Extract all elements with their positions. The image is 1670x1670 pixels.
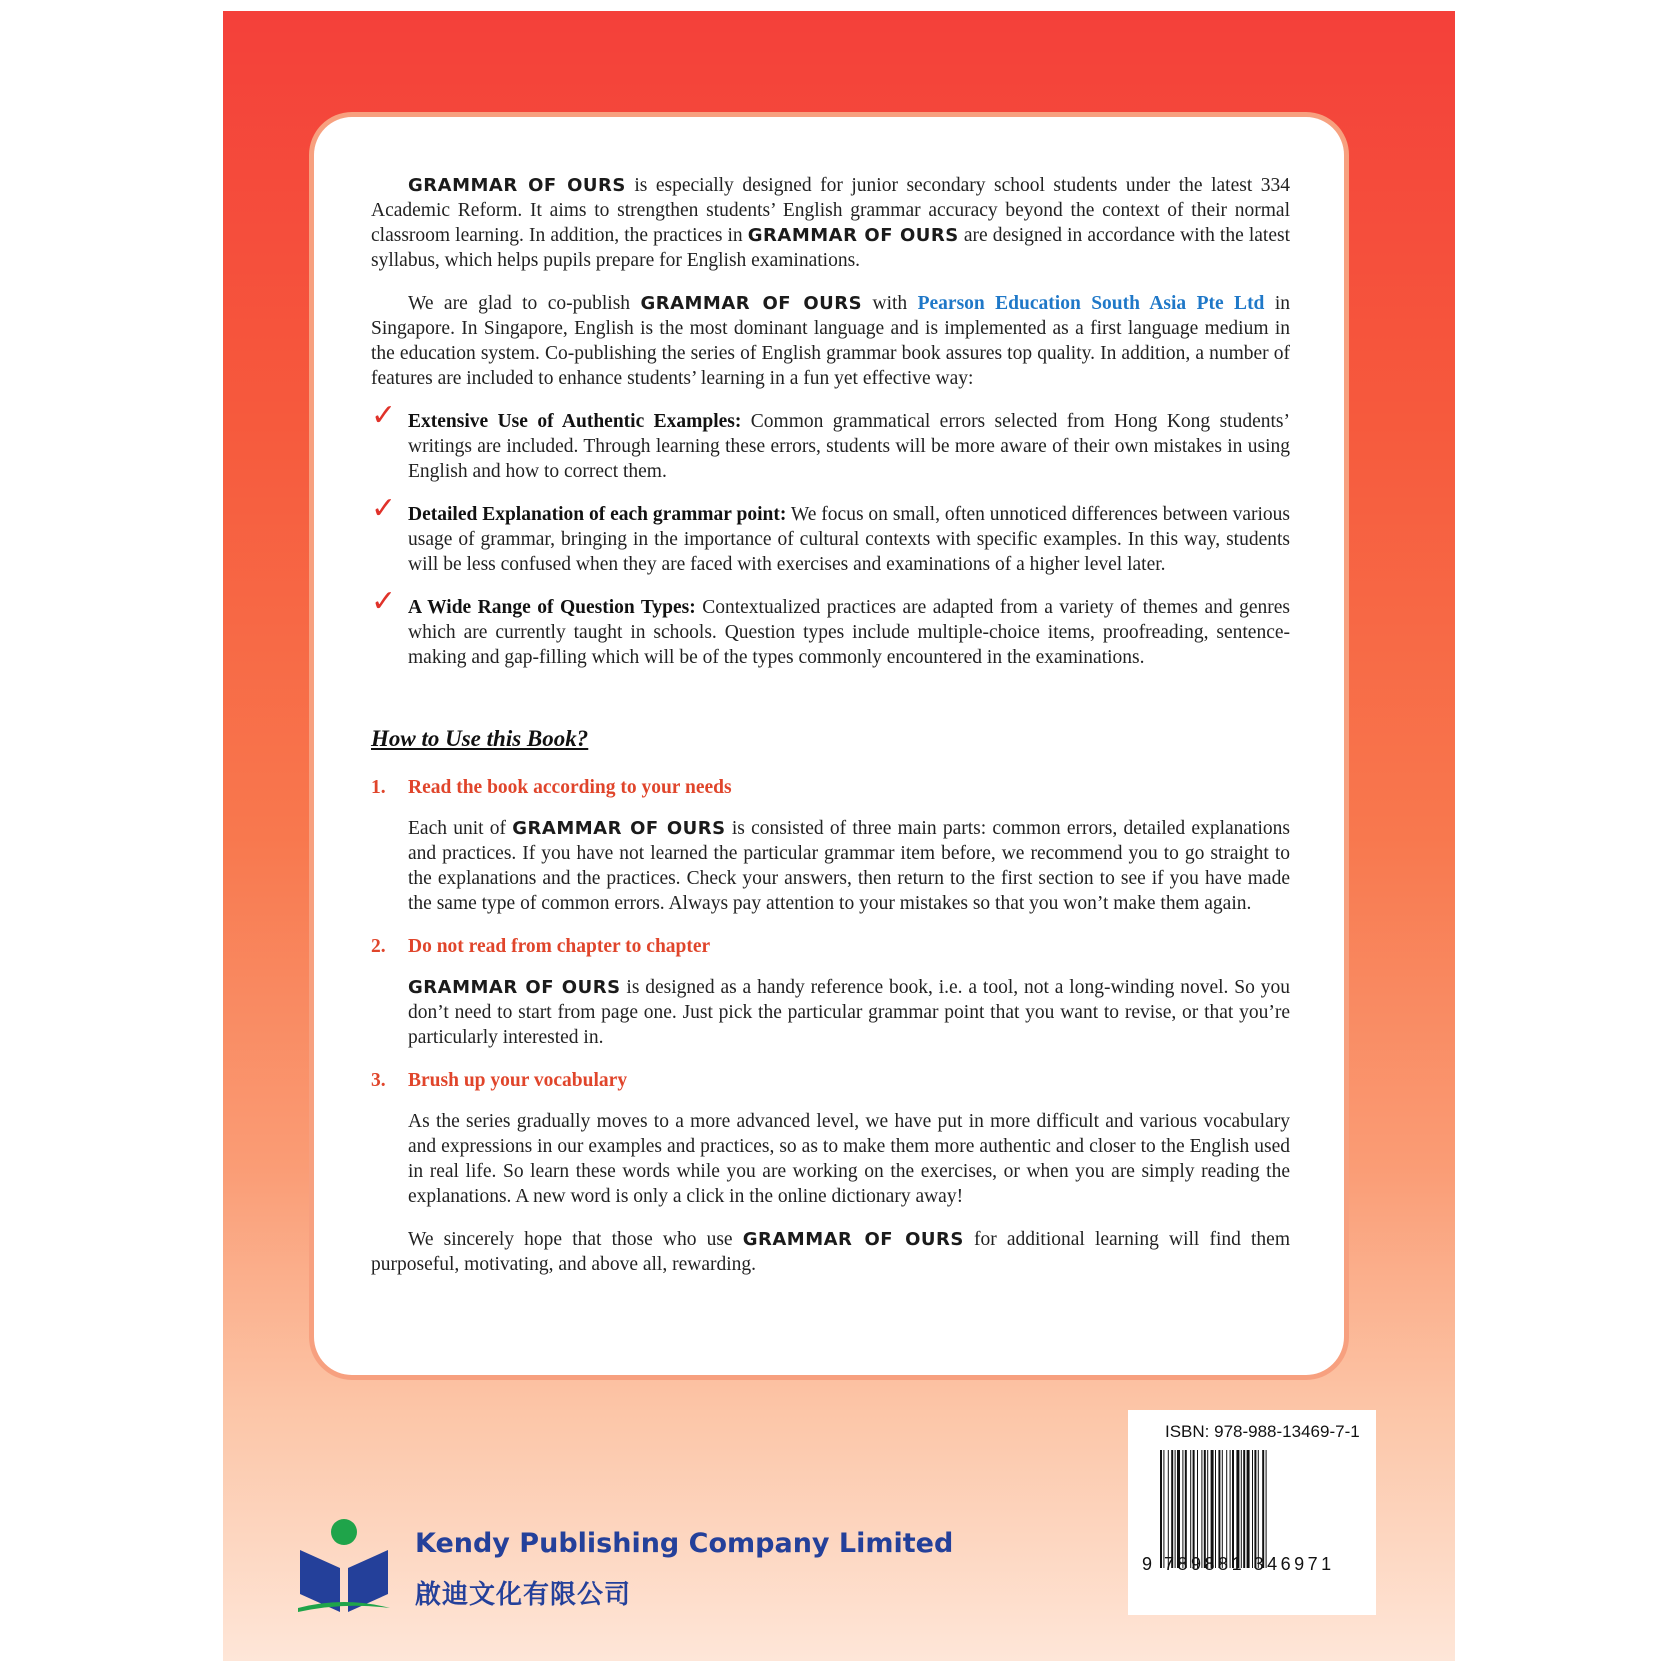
- barcode-bar: [1230, 1450, 1231, 1568]
- step-body: [371, 975, 1290, 1050]
- barcode-bar: [1160, 1450, 1162, 1568]
- barcode-bar: [1266, 1450, 1267, 1568]
- barcode-bar: [1243, 1450, 1245, 1568]
- barcode-bar: [1236, 1450, 1239, 1568]
- closing-paragraph: [371, 1227, 1290, 1277]
- barcode-icon: [1158, 1450, 1348, 1568]
- intro-paragraph-1: [371, 173, 1290, 273]
- check-icon: ✓: [371, 398, 397, 433]
- intro-text: with: [862, 293, 918, 314]
- barcode-bar: [1211, 1450, 1214, 1568]
- partner-name: Pearson Education South Asia Pte Ltd: [917, 293, 1265, 314]
- barcode-bar: [1185, 1450, 1187, 1568]
- barcode-bar: [1177, 1450, 1180, 1568]
- brand-name: GRAMMAR OF OURS: [640, 293, 863, 314]
- intro-text: are designed in accordance with the latest syllabus, which helps pupils prepare for English examinations.: [371, 225, 1290, 271]
- publisher-name-zh: 啟迪文化有限公司: [415, 1580, 632, 1610]
- feature-item: [371, 398, 1290, 484]
- publisher-logo-icon: [296, 1516, 392, 1616]
- barcode-bar: [1163, 1450, 1164, 1568]
- feature-text: Common grammatical errors selected from Hong Kong students’ writings are included. Through learning these errors, students will be more aware of their own mistakes in using English and how to correct them.: [408, 411, 1290, 482]
- step-heading: [371, 775, 1290, 800]
- step-text: is designed as a handy reference book, i.e. a tool, not a long-winding novel. So you don’t need to start from page one. Just pick the particular grammar point that you want to revise, or that you’re particularly interested in.: [408, 977, 1290, 1048]
- barcode-bar: [1207, 1450, 1208, 1568]
- check-icon: ✓: [371, 491, 397, 526]
- feature-item: [371, 491, 1290, 577]
- barcode-bar: [1241, 1450, 1242, 1568]
- step-body: [371, 816, 1290, 916]
- intro-text: is especially designed for junior secondary school students under the latest 334 Academic Reform. It aims to strengthen students’ English grammar accuracy beyond the context of their normal classroom learning. In addition, the practices in: [371, 175, 1290, 246]
- step-heading: [371, 1068, 1290, 1093]
- barcode-bar: [1258, 1450, 1259, 1568]
- barcode-bar: [1252, 1450, 1253, 1568]
- brand-name: GRAMMAR OF OURS: [408, 175, 626, 196]
- isbn-label: ISBN: 978-988-13469-7-1: [1165, 1422, 1360, 1441]
- barcode-bar: [1218, 1450, 1220, 1568]
- step-heading: [371, 934, 1290, 959]
- barcode-bar: [1226, 1450, 1227, 1568]
- barcode-bar: [1197, 1450, 1198, 1568]
- content-panel: [318, 121, 1340, 1371]
- feature-text: Contextualized practices are adapted from a variety of themes and genres which are currently taught in schools. Question types include multiple-choice items, proofreading, sentence-making and gap-filling which will be of the types commonly encountered in the examinations.: [408, 597, 1290, 668]
- barcode-bar: [1222, 1450, 1223, 1568]
- barcode-bar: [1215, 1450, 1216, 1568]
- feature-text: We focus on small, often unnoticed differences between various usage of grammar, bringing in the importance of cultural contexts with specific examples. In this way, students will be less confused when they are faced with exercises and examinations of a higher level later.: [408, 504, 1290, 575]
- barcode-bar: [1175, 1450, 1176, 1568]
- intro-text: We are glad to co-publish: [408, 293, 641, 314]
- barcode-bar: [1201, 1450, 1202, 1568]
- barcode-bar: [1190, 1450, 1191, 1568]
- barcode-panel: [1128, 1410, 1376, 1615]
- step-number: 3.: [371, 1070, 386, 1091]
- step-title: Do not read from chapter to chapter: [408, 936, 711, 957]
- closing-text: for additional learning will find them purposeful, motivating, and above all, rewarding.: [371, 1229, 1290, 1275]
- barcode-bar: [1254, 1450, 1256, 1568]
- feature-title: Extensive Use of Authentic Examples:: [408, 411, 742, 432]
- how-to-heading: How to Use this Book?: [371, 726, 589, 751]
- check-icon: ✓: [371, 584, 397, 619]
- panel-text: [371, 173, 1290, 1295]
- brand-name: GRAMMAR OF OURS: [742, 1229, 964, 1250]
- step-title: Brush up your vocabulary: [408, 1070, 628, 1091]
- barcode-bar: [1193, 1450, 1195, 1568]
- barcode-bar: [1232, 1450, 1234, 1568]
- step-number: 2.: [371, 936, 386, 957]
- brand-name: GRAMMAR OF OURS: [747, 225, 959, 246]
- feature-title: A Wide Range of Question Types:: [408, 597, 696, 618]
- step-text: Each unit of: [408, 818, 513, 839]
- step-text: is consisted of three main parts: common errors, detailed explanations and practices. If you have not learned the particular grammar item before, we recommend you to go straight to the explanations and the practices. Check your answers, then return to the first section to see if you have made the same type of common errors. Always pay attention to your mistakes so that you won’t make them again.: [408, 818, 1290, 914]
- barcode-bar: [1168, 1450, 1169, 1568]
- barcode-bar: [1171, 1450, 1173, 1568]
- barcode-bar: [1247, 1450, 1250, 1568]
- barcode-digits: 9 789881 346971: [1142, 1554, 1335, 1574]
- intro-text: in Singapore. In Singapore, English is the most dominant language and is implemented as a first language medium in the education system. Co-publishing the series of English grammar book assures top quality. In addition, a number of features are included to enhance students’ learning in a fun yet effective way:: [371, 293, 1290, 389]
- feature-title: Detailed Explanation of each grammar point:: [408, 504, 787, 525]
- step-body: As the series gradually moves to a more advanced level, we have put in more difficult and various vocabulary and expressions in our examples and practices, so as to make them more authentic and closer to the English used in real life. So learn these words while you are working on the exercises, or when you are simply reading the explanations. A new word is only a click in the online dictionary away!: [408, 1111, 1290, 1207]
- brand-name: GRAMMAR OF OURS: [512, 818, 726, 839]
- barcode-bar: [1182, 1450, 1183, 1568]
- barcode-bar: [1204, 1450, 1206, 1568]
- closing-text: We sincerely hope that those who use: [408, 1229, 743, 1250]
- brand-name: GRAMMAR OF OURS: [408, 977, 621, 998]
- feature-item: [371, 584, 1290, 670]
- publisher-name-en: Kendy Publishing Company Limited: [415, 1528, 954, 1559]
- intro-paragraph-2: [371, 291, 1290, 391]
- barcode-bar: [1262, 1450, 1264, 1568]
- step-number: 1.: [371, 777, 386, 798]
- step-title: Read the book according to your needs: [408, 777, 732, 798]
